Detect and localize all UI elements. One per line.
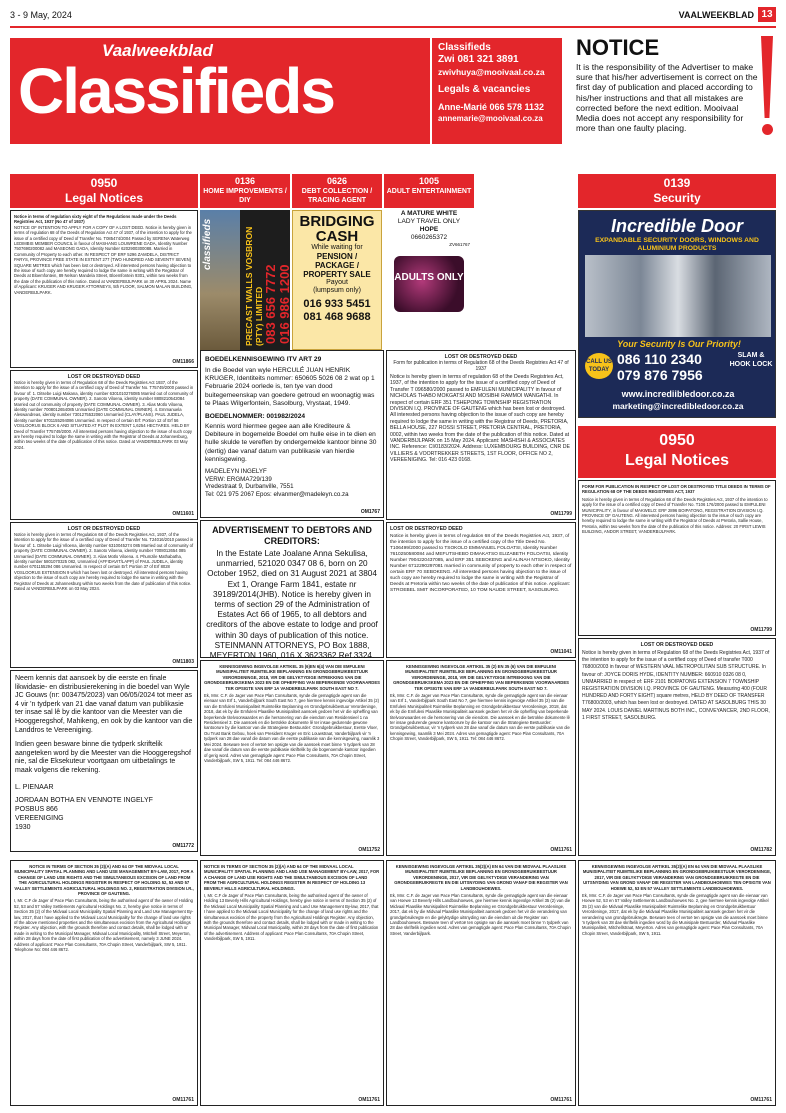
ad-adult-badge: ADULTS ONLY — [394, 272, 464, 283]
notice-title: KENNISGEWING INGEVOLGE ARTIKEL 35(2)(A) EN 64 VAN DIE MIDVAAL PLAASLIKE MUNISIPALITEIT RUIMTELIKE BEPLANNING EN GRONDGEBRUIKBESTUUR VERORDENINGE, 2017, VIR DIE GELYKTYDIGE VERANDERING VAN GRONDGEBRUIKREGTE EN DIE UITSNYDING VAN GROND VANAF DIE REGISTER VAN LANDBOUHOEWES. — [394, 864, 568, 891]
ad-incredible-phone-2[interactable]: 079 876 7956 — [617, 367, 703, 383]
town: VEREENIGING — [15, 814, 64, 822]
section-0950 — [10, 174, 198, 208]
notice-body: I, Mr. C.F de Jager of Pace Plan Consultants, being the authorised agent of the owner of Holding 52, 53 and 57 Valley Settlements Agricultural Holdings No. 2, hereby give notice in terms of Section 35 (2) of the Midvaal Local Municipality Spatial Planning and Land Use Management By-law, 2017, that I have applied to the Midvaal Local Municipality for the change of land use rights of the above mentioned properties and the simultaneous excision from the Agricultural Holdings Register. Any objection, with the grounds therefore and contact details, shall be lodged with or made in writing to the Municipal Manager, Midvaal Local Municipality, Mitchell Street, Meyerton, within 28 days from the date of first publication of the advertisement, namely 3 JUNE 2024. Address of applicant: Pace Plan Consultants, 70A Chopin Street, Vanderbijlpark, SW 5, 1911. Telephone No: 084 446 8672. — [14, 898, 194, 953]
ad-incredible-web[interactable]: www.incrediibledoor.co.za — [621, 389, 735, 399]
contact: Tel: 021 975 2067 Epos: elvanmer@madeleyn.co.za — [205, 490, 349, 498]
section-name: DEBT COLLECTION / TRACING AGENT — [301, 188, 373, 204]
signature-block — [15, 784, 193, 833]
classifieds-phone[interactable]: Zwi 081 321 3891 — [438, 54, 519, 65]
section-number: 0950 — [90, 176, 118, 190]
lost-deed-notice-3b — [386, 522, 576, 658]
ad-precast-brand: classifieds — [202, 218, 213, 270]
notice-body: Neem kennis dat aansoek by die eerste en finale likwidasie- en distribusierekening in die boedel van Wyle JC Gouws (nr: 003475/2023) van 06/05/2024 tot meer as 4 vir 'n tydperk van 21 dae vanaf datum van publikasie ter insae sal lê by die kantoor van die Meester van die Hooggeregshof, Mahikeng, en ook by die kantoor van die Landdros te Vereeniging. — [15, 675, 193, 734]
notice-body: I, Mr. C.F de Jager of Pace Plan Consultants, being the authorised agent of the owner of Holding 13 Beverly Hills Agricultural Holdings, hereby give notice in terms of Section 35 (2) of the Midvaal Local Municipality Spatial Planning and Land Use Management By-law, 2017, that I have applied to the Midvaal Local Municipality for the change of land use rights and the simultaneous excision of the property from the Agricultural Holdings Register. Any objection, with the grounds therefore and contact details, shall be lodged with or made in writing to the Municipal Manager, Midvaal Local Municipality, within 28 days from the date of first publication of the advertisement. Address of applicant: Pace Plan Consultants, 70A Chopin Street, Vanderbijlpark, SW 5, 1911. — [204, 893, 379, 942]
notice-reference: OM11803 — [172, 658, 194, 665]
ad-line: Payout — [326, 279, 348, 286]
section-number: 0139 — [663, 176, 691, 190]
contact-box — [432, 38, 562, 144]
legal-notice-lost-deed-2 — [10, 370, 198, 520]
notice-reference: OM11752 — [358, 846, 380, 853]
signatory: L. PIENAAR — [15, 783, 54, 791]
section-number: 1005 — [418, 176, 440, 186]
section-0136 — [200, 174, 290, 208]
ad-line: PACKAGE / — [315, 261, 359, 270]
legals-phone[interactable]: Anne-Marié 066 578 1132 — [438, 102, 545, 112]
notice-reference: OM11041 — [550, 648, 572, 655]
logo-classifieds: Classifieds — [18, 55, 334, 127]
notice-reference: OM11761 — [172, 1096, 194, 1103]
reference: VERW: ERGMA729/139 — [205, 475, 272, 483]
ad-incredible-subtitle: EXPANDABLE SECURITY DOORS, WINDOWS AND ALUMINIUM PRODUCTS — [595, 237, 759, 252]
notice-title: BOEDELKENNISGEWING ITV ART 29 — [205, 356, 322, 363]
notice-body-2: Kennis word hiermee gegee aan alle Krediteure & Debiteure in bogemelde Boedel om hulle eise in te dien en hulle skulde te vereffen by ondergemelde kantoor binne 30 (dertig) dae vanaf datum van publikasie van hierdie kennisgewing. — [205, 423, 377, 463]
notice-body: Ek, Mnr. C.F. de Jager van Pace Plan Consultants, synde die gemagtigde agent van die eienaar van Hoewe 13 Beverly Hills Landbouhoewes, gee hiermee kennis ingevolge Artikel 35 (2) van die Midvaal Plaaslike Munisipaliteit Ruimtelike Beplanning en Grondgebruikbestuur Verordeninge, 2017, dat ek by die Midvaal Plaaslike Munisipaliteit aansoek gedoen het vir die verandering van grondgebruikregte en die gelyktydige uitsnyding van die eiendom uit die Register van Landbouhoewes. Besware teen of vertoë ten opsigte van die aansoek moet binne 'n tydperk van 28 dae skriftelik ingedien word. Adres van gemagtigde agent: Pace Plan Consultants, 70A Chopin Street, Vanderbijlpark. — [390, 893, 571, 936]
notice-body: Ek, Mnr. C.F. de Jager van Pace Plan Consultants, synde die gemagtigde agent van die eienaar van Hoewe 52, 53 en 57 Valley Settlements Landbouhoewes No. 2, gee hiermee kennis ingevolge Artikel 35 (2) van die Midvaal Plaaslike Munisipaliteit Ruimtelike Beplanning en Grondgebruikbestuur Verordeninge, 2017, dat ek by die Midvaal Plaaslike Munisipaliteit aansoek gedoen het vir die verandering van grondgebruikregte. Besware teen of vertoë ten opsigte van die aansoek moet binne 'n tydperk van 28 dae skriftelik ingedien word by die Munisipale Bestuurder, Midvaal Plaaslike Munisipaliteit, Mitchellstraat, Meyerton. Adres van gemagtigde agent: Pace Plan Consultants, 70A Chopin Street, Vanderbijlpark, SW 5, 1911. — [582, 893, 769, 936]
ad-line: LADY TRAVEL ONLY — [397, 218, 461, 225]
section-name: HOME IMPROVEMENTS / DIY — [203, 188, 287, 204]
ad-precast-title: PRECAST WALLS VOSBRON (PTY) LIMITED — [244, 226, 264, 346]
exclamation-icon — [758, 36, 776, 140]
ad-incredible-image — [585, 255, 771, 337]
ad-bridging-cash — [292, 210, 382, 350]
notice-body: It is the responsibility of the Advertiser to make sure that his/her advertisement is correct on the first day of publication and placed according to his/her instructions and that all mistakes are corrected before the next edition. Mooivaal Media does not accept any responsibility for more than one faulty placing. — [576, 62, 758, 134]
section-name: Security — [653, 191, 701, 205]
lost-deed-notice-3a — [386, 350, 576, 520]
notice-title: FORM FOR PUBLICATION IN RESPECT OF LOST OR DESTROYED TITLE DEEDS IN TERMS OF REGULATION 68 OF THE DEEDS REGISTRIES ACT, 1937 — [582, 484, 771, 495]
notice-reference: OM11601 — [172, 510, 194, 517]
ad-line: PENSION / — [316, 252, 358, 261]
ad-bridging-phone-2[interactable]: 081 468 9688 — [303, 311, 371, 323]
notice-body: Ek, Mnr. C.F. de Jager van Pace Plan Consultants, synde die gemagtigde agent van die eienaar van Erf 1, Vanderbijlpark South East No 7, gee hiermee kennis ingevolge Artikel 35 (2) van die Emfuleni Munisipaliteit Ruimtelike Beplanning en Grondgebruikbestuur Verordeninge, 2018, dat ek by die Emfuleni Plaaslike Munisipaliteit aansoek gedoen het vir die opheffing van beperkende titelvoorwaardes en die hersonering van die eiendom van Residensieel 1 na Residensieel 3. Die aansoek en die betrokke dokumente lê ter insae gedurende gewone kantoorure by die kantoor van die Strategiese Bestuurder: Grondgebruikbestuur, Eerste Vloer, Ou Trust Bank Gebou, hoek van President Kruger en Eric Louwstraat, Vanderbijlpark vir 'n tydperk van 28 dae vanaf die datum van die eerste publikasie van die kennisgewing, naamlik 3 Mei 2024. Besware teen of vertoë ten opsigte van die aansoek moet binne 'n tydperk van 28 dae vanaf die datum van die eerste publikasie skriftelik by die bogenoemde kantoor ingedien of gerig word. Adres van gemagtigde agent: Pace Plan Consultants, 70A Chopin Street, Vanderbijlpark, SW 5, 1911. Tel: 084 446 8672. — [204, 693, 380, 763]
signature-block — [205, 468, 379, 498]
ad-incredible-phone-1[interactable]: 086 110 2340 — [617, 351, 702, 367]
notice-reference: OM11761 — [550, 1096, 572, 1103]
ad-incredible-call: CALL US TODAY — [585, 353, 613, 379]
firm-name: JORDAAN BOTHA EN VENNOTE INGELYF — [15, 797, 153, 805]
notice-reference: OM1767 — [360, 509, 380, 515]
notice-title: KENNISGEWING INGEVOLGE ARTIKEL 35 (2) EN 35 (6) VAN DIE EMFULENI MUNISIPALITEIT RUIMTELIKE BEPLANNING EN GRONDGEBRUIKBESTUUR VERORDENINGE, 2018, VIR DIE GELYKTYDIGE INTREKKING VAN DIE GRONDGEBRUIKSKEMA 2023 EN DIE OPHEFFING VAN BEPERKENDE VOORWAARDES TER OPSIGTE VAN ERF 1A VANDERBIJLPARK SOUTH EAST NO 7. — [393, 664, 569, 691]
notice-title: Notice in terms of regulation sixty eight of the Regulations made under the Deeds Registries Act, 1937 (No 47 of 1937) — [14, 214, 177, 225]
notice-body: In the Estate Late Joalane Anna Sekulisa, unmarried, 521020 0347 08 6, born on 20 October 1952, died on 31 August 2021 at 3804 Ext 1, Orange Farm 1841, estate nr 39189/2014(JHB). Notice is hereby given in terms of section 29 of the Administration of Estates Act 66 of 1965, to all debtors and creditors of the above estate to lodge and proof within 30 days of publication of this notice. STEINMANN ATTORNEYS, PO Box 1888, MEYERTON 1960, 016 X 3623362 Ref 3324. — [206, 549, 378, 661]
section-0139 — [578, 174, 776, 208]
notice-title: KENNISGEWING INGEVOLGE ARTIKEL 35(2)(A) EN 64 VAN DIE MIDVAAL PLAASLIKE MUNISIPALITEIT RUIMTELIKE BEPLANNING EN GRONDGEBRUIKBESTUUR VERORDENINGE, 2017, VIR DIE GELYKTYDIGE VERANDERING VAN GRONDGEBRUIKREGTE EN DIE UITSNYDING VAN GROND VANAF DIE REGISTER VAN LANDBOUHOEWES TEN OPSIGTE VAN HOEWE 52, 53 EN 57 VALLEY SETTLEMENTS LANDBOUHOEWES. — [582, 864, 772, 891]
ad-phone[interactable]: 0660265372 — [410, 234, 448, 241]
notice-reference: OM11761 — [358, 1096, 380, 1103]
firm-name: MADELEYN INGELYF — [205, 468, 267, 476]
header-date: 3 - 9 May, 2024 — [10, 10, 72, 20]
ad-incredible-slogan: Your Security Is Our Priority! — [617, 339, 741, 349]
section-0626 — [292, 174, 382, 208]
section-number: 0950 — [659, 432, 695, 449]
section-name: ADULT ENTERTAINMENT — [386, 188, 472, 195]
estate-number: BOEDELNOMMER: 001982/2024 — [205, 413, 306, 421]
notice-body: Notice is hereby given in terms of Regulation 68 of the Deeds Registries Act, 1937, of the intention to apply for the issue of a certified copy of Deed of Transfer No. T24016/2010 passed in favour of: 1. Ditsebe Luigi Viloena, identity number 6310045274 085 Married out of community of property (DATE COMMUNAL OWNER). 2. Sanoto Viloena, identity number 7008012654 085 Unmarried (DATE COMMUNAL OWNER). 3. Alias Motlo Viloena. 4. Phumzile Mathabatha, identity number 5801070325 082, Unmarried (AFFIDAVIT/LAPP) of PAUL JUDELA, identity number 6701155294 086 Unmarried. In respect of certain Erf: Portion 37 of Erf 8028 VOSLOORUS EXTENSION 9 which has been lost or destroyed. All interested persons having objection to the issue of such copy are hereby required to lodge the same in writing with the Registrar of Deeds at Johannesburg within two weeks from the date of publication of this notice. Dated at VANDERBIJLPARK on 03 May 2024. — [14, 532, 194, 592]
notice-body: Ek, Mnr. C.F. de Jager van Pace Plan Consultants, synde die gemagtigde agent van die eienaar van Erf 1, Vanderbijlpark South East No 7, gee hiermee kennis ingevolge Artikel 35 (2) van die Emfuleni Munisipaliteit Ruimtelike Beplanning en Grondgebruikbestuur Verordeninge, 2018, dat ek by die Emfuleni Plaaslike Munisipaliteit aansoek gedoen het vir die opheffing van beperkende titelvoorwaardes en die hersonering van die eiendom. Die aansoek en die betrokke dokumente lê ter insae gedurende gewone kantoorure by die kantoor van die Strategiese Bestuurder: Grondgebruikbestuur, vir 'n tydperk van 28 dae vanaf die datum van die eerste publikasie van die kennisgewing, naamlik 3 Mei 2024. Adres van gemagtigde agent: Pace Plan Consultants, 70A Chopin Street, Vanderbijlpark, SW 5, 1911. Tel: 084 446 8672. — [390, 693, 570, 742]
notice-reference: OM11799 — [750, 626, 772, 633]
notice-reference: OM11761 — [550, 846, 572, 853]
ad-line: While waiting for — [311, 244, 363, 251]
notice-title: NOTICE IN TERMS OF SECTION 35 (2)(A) AND 64 OF THE MIDVAAL LOCAL MUNICIPALITY SPATIAL PLANNING AND LAND USE MANAGEMENT BY-LAW, 2017, FOR A CHANGE OF LAND USE RIGHTS AND THE SIMULTANEOUS EXCISION OF LAND FROM THE AGRICULTURAL HOLDINGS REGISTER IN RESPECT OF HOLDING 52, 53 AND 57 VALLEY SETTLEMENTS AGRICULTURAL HOLDINGS NO. 2, REGISTRATION DIVISION I.R., PROVINCE OF GAUTENG. — [14, 864, 194, 897]
section-name: Legal Notices — [64, 191, 144, 205]
kennisgewing-2 — [386, 660, 576, 856]
logo-small: Vaalweekblad — [102, 41, 213, 60]
ad-adult — [384, 210, 474, 350]
bottom-notice-4 — [578, 860, 776, 1106]
notice-reference: OM11772 — [172, 843, 194, 849]
ad-line: PROPERTY SALE — [303, 270, 371, 279]
notice-title: LOST OR DESTROYED DEED — [444, 354, 518, 360]
ad-incredible-side: SLAM & HOOK LOCK — [729, 352, 773, 368]
notice-body: NOTICE OF INTENTION TO APPLY FOR A COPY OF A LOST DEED. Notice is hereby given in terms of regulation 68 of the Deeds of Regulation Act 47 of 1937, of the intention to apply for the issue of a certified copy of Deed of Transfer No. T085474/2004 Passed by SERENA Waterweg LEDIMBIS MEMBER COUNCIL in favour of MASHANG LOUWRENE GADA, Identity Number 7507690200082 and MASEONG GADA, Identity Number 6202900300088. Married in Community of Property to each other. IN RESPECT OF ERF 5296 ZAMDELA, DISTRICT PARYS, PROVINCE FREE STATE IN EXTENT 277 (TWO HUNDRED AND SEVENTY SEVEN) SQUARE METRES which has been lost or destroyed. All interested persons having objection to the issue of such copy are hereby required to lodge the same in writing with the Registrar of Deeds at Bloemfontein, 89 Nelson Mandela Street, Bloemfontein 9301, within two weeks from the date of the publication of this notice. Dated at VANDERBIJLPARK on 30 APRIL 2024. Name of Applicant: KRUGER AND KRUGER ATTORNEYS, 5th FLOOR, SALMON MALAN BUILDING, VANDERBIJLPARK. — [14, 224, 193, 295]
header-rule — [10, 26, 776, 28]
notice-title: NOTICE — [576, 35, 660, 60]
legals-email[interactable]: annemarie@mooivaal.co.za — [438, 114, 543, 123]
lost-deed-notice-4b — [578, 638, 776, 856]
address: Vredestraat 9, Durbanville, 7551 — [205, 483, 294, 491]
ad-precast-phone-2[interactable]: 016 986 1200 — [277, 264, 292, 344]
ad-precast-phone-1[interactable]: 083 656 7772 — [263, 264, 278, 344]
ad-incredible-door — [578, 210, 776, 418]
legal-notice-lost-deed-1 — [10, 210, 198, 368]
notice-reference: OM11799 — [550, 510, 572, 517]
notice-block — [576, 36, 776, 148]
ad-bridging-title: BRIDGING CASH — [299, 213, 375, 245]
notice-title: ADVERTISEMENT TO DEBTORS AND CREDITORS: — [212, 525, 372, 546]
postal-address: POSBUS 866 — [15, 806, 58, 814]
kennisgewing-1 — [200, 660, 384, 856]
ad-bridging-phone-1[interactable]: 016 933 5451 — [303, 298, 371, 310]
ad-incredible-email[interactable]: marketing@incredibledoor.co.za — [612, 401, 744, 411]
notice-reference: OM11866 — [172, 358, 194, 365]
masthead — [10, 38, 430, 144]
notice-body: Notice is hereby given in terms of Regulation 68 of the Deeds Registries Act, 1937 of the intention to apply for the issue of a certified copy of Deed of Transfer No. T106 176/2000 passed to EMFULENI MUNICIPALITY, in favour of MAKWELO: ERF 2896 BOIPATONG, REGISTRATION DIVISION I.Q. PROVINCE OF GAUTENG. All interested persons having objection to the issue of such copy are hereby required to lodge the same in writing with the Registrar of Deeds at Pretoria, Sallie House, Pretoria, within two weeks from the date of the publication of this notice. Address: 20 FIRST LEWIS BUILDING, ANDOR STREET, VANDERBIJLPARK. — [582, 496, 768, 535]
notice-body-2: Indien geen besware binne die tydperk skriftelik aangeteken word by die Meester van die Hooggeregshof nie, sal die Eksekuteur voortgaan om uitbetalings te maak volgens die rekening. — [15, 741, 191, 774]
notice-title: NOTICE IN TERMS OF SECTION 35 (2)(A) AND 64 OF THE MIDVAAL LOCAL MUNICIPALITY SPATIAL PLANNING AND LAND USE MANAGEMENT BY-LAW, 2017, FOR A CHANGE OF LAND USE RIGHTS AND THE SIMULTANEOUS EXCISION OF LAND FROM THE AGRICULTURAL HOLDINGS REGISTER IN RESPECT OF HOLDING 13 BEVERLY HILLS AGRICULTURAL HOLDINGS. — [204, 864, 380, 891]
ad-incredible-title: Incredible Door — [610, 216, 744, 236]
notice-title: LOST OR DESTROYED DEED — [67, 374, 141, 380]
section-number: 0136 — [234, 176, 256, 186]
notice-body: Notice is hereby given in terms of Regulation 68 of the Deeds Registries Act 1937, of the intention to apply for the issue of a certified copy of Deed of Transfer No. T75749/2000 passed in favour of: 1. Ditsebe Luigi Makana, identity number 6301010276085 Married out of community of property (DATE COMMUNAL OWNER). 2. Sanoto Viloena, identity number 8808210542084 Married out of community of property (DATE COMMUNAL OWNER). 3. Alias Motlo Viloena, identity number 7008012654085 Unmarried (DATE COMMUNAL OWNER). 4. Emmanuela Aleswandreas, identity number 7301275532060 Unmarried (CLAY/PLANS). PAUL JUDELA, identity number 6701155294086 Unmarried. In respect of certain Erf: Portion 12 of Erf 56 VOSLOORUS BLOCK 6 AND SITUATED AT PLOT IN EXTENT 1,6254 HECTARES. HELD BY Deed of Transfer T75749/2000. All interested persons having objection to the issue of such copy are hereby required to lodge the same in writing with the Registrar of Deeds at Johannesburg, within two weeks of the date of publication of this notice. Dated at VANDERBIJLPARK 03 May 2024. — [14, 380, 194, 450]
section-name: Legal Notices — [624, 452, 730, 469]
classifieds-email[interactable]: zwivhuya@mooivaal.co.za — [438, 67, 545, 77]
ad-line: (lumpsum only) — [313, 287, 361, 294]
legal-notice-lost-deed-3 — [10, 522, 198, 668]
lost-deed-notice-4a — [578, 480, 776, 636]
bottom-notice-2 — [200, 860, 384, 1106]
bottom-notice-1 — [10, 860, 198, 1106]
notice-body: Notice is hereby given in terms of regulation 68 of the Deeds Registries Act, 1937, of the intention to apply for the issue of a certified copy of the Title Deed No. T106499/2000 passed to TSOKOLO EMMANUEL FOLOATSI, Identity Number 7610250580084 and MEFUTSHEBO DIMAKATSO ELIZABETH FOLOATSI, Identity Number 7904220437085, and ERF 351 SEBOKENG and ALINAH NTSOKO, Identity Number 6712290297081 married in community of property to each other in respect of certain ERF 70 SEBOKENG. All interested persons having objection to the issue of such copy are hereby required to lodge the same in writing with the Registrar of Deeds at Pretoria within two weeks of the date of publication of this notice. Applicant: STROEBEL SMIT INCORPORATED, 10 TOM NAUDE STREET, SASOLBURG. — [390, 534, 572, 593]
section-number: 0626 — [326, 176, 348, 186]
estate-notice-boedel — [200, 350, 384, 518]
notice-body: Notice is hereby given in terms of regulation 68 of the Deeds Registries Act, 1937, of the intention to apply for the issue of a certified copy of Deed of Transfer T 096580/2000 passed to EMFULENI MUNICIPALITY in favour of NICHOLAS THABO MOKGATSI AND MOSIBHI RAMMOI WANGATHI. In respect of certain ERF 351 TSHEPONG TOWNSHIP REGISTRATION DIVISION I.Q. PROVINCE OF GAUTENG which has been lost or destroyed. All interested persons having objection to the issue of such copy are hereby required to lodge the same in writing with the Registrar of Deeds, PRETORIA, BELLA HOUSE, 227 ROSSI STREET, PRETORIA CENTRAL, PRETORIA, 0002, within two weeks from the date of the publication of this notice. Dated at VANDERBIJLPARK on 15 May 2024. Applicant: MASHISHI & ASSOCIATES INC. Reference: CI/0183/2024. Address: LUXEMBOURG BUILDING, CNR DE VILLIERS & VOORTREKKER STREETS, 1ST FLOOR, OFFICE NO 2, VEREENIGING. Tel: 016 423 0168. — [390, 374, 570, 464]
notice-title: LOST OR DESTROYED DEED — [390, 526, 463, 532]
header-page-number: 13 — [758, 7, 776, 22]
ad-reference: ZV661767 — [449, 242, 470, 247]
ad-precast-walls — [200, 210, 290, 350]
notice-title: LOST OR DESTROYED DEED — [67, 526, 141, 532]
ad-adult-image — [394, 256, 464, 312]
notice-reference: OM11782 — [750, 846, 772, 853]
notice-reference: OM11761 — [750, 1096, 772, 1103]
classifieds-title: Classifieds — [438, 42, 491, 53]
header-paper: VAALWEEKBLAD — [678, 10, 754, 20]
section-1005 — [384, 174, 474, 208]
ad-line: HOPE — [419, 226, 439, 233]
notice-body: Notice is hereby given in terms of Regulation 68 of the Deeds Registries Act, 1937 of the intention to apply for the issue of a certified copy of Deed of transfer T000 76800/2003 in favour of WESTERN VAAL METROPOLITAN SUB STRUCTURE. In favour of: JOYCE DORIS HYDE, IDENTITY NUMBER: 660910 0326 08 0, UNMARRIED in respect of: ERF 2101 BOIPATONG EXTENSION 7 TOWNSHIP REGISTRATION DIVISION I.Q. PROVINCE OF GAUTENG. Measuring 400 (FOUR HUNDRED AND FORTY EIGHT) square metres, HELD BY DEED OF TRANSFER T76800/2003, which has been lost or destroyed. DATED AT SASOLBURG THIS 30 MAY 2024. LOUIS DANIEL MARTINUS BOTH INC., CONVEYANCER, 2ND FLOOR, 1 FIRST STREET, SASOLBURG. — [582, 650, 770, 721]
legals-title: Legals & vacancies — [438, 84, 531, 95]
notice-title: LOST OR DESTROYED DEED — [640, 642, 714, 648]
section-0950-legal-2 — [578, 426, 776, 478]
notice-body: In die Boedel van wyle HERCULÉ JUAN HENRIK KRUGER, Identiteits nommer: 650605 5026 08 2 wat op 1 Februarie 2024 oorlede is, ten tye van dood buitegemeenskap van goedere getroud en woonagtig was te Plaas Wilgerfontein, Sasolburg, Vrystaat, 1949. — [205, 367, 375, 407]
liquidation-account-notice — [10, 670, 198, 852]
bottom-notice-3 — [386, 860, 576, 1106]
notice-title: KENNISGEWING INGEVOLGE ARTIKEL 35 (6)EN 6(4) VAN DIE EMFULENI MUNISIPALITEIT RUIMTELIKE BEPLANNING EN GRONDGEBRUIKBESTUUR VERORDENINGE, 2018, VIR DIE GELYKTYDIGE INTREKKING VAN DIE GRONDGEBRUIKSKEMA 2023 EN DIE OPHEFFING VAN BEPERKENDE VOORWAARDES TER OPSIGTE VAN ERF 1A VANDERBIJLPARK SOUTH EAST NO 7. — [204, 664, 380, 691]
notice-subtitle: Form for publication in terms of Regulation 68 of the Deeds Registries Act 47 of 1937 — [393, 360, 569, 372]
advertisement-to-debtors — [200, 520, 384, 661]
ad-line: A MATURE WHITE — [400, 210, 458, 217]
postal-code: 1930 — [15, 823, 31, 831]
